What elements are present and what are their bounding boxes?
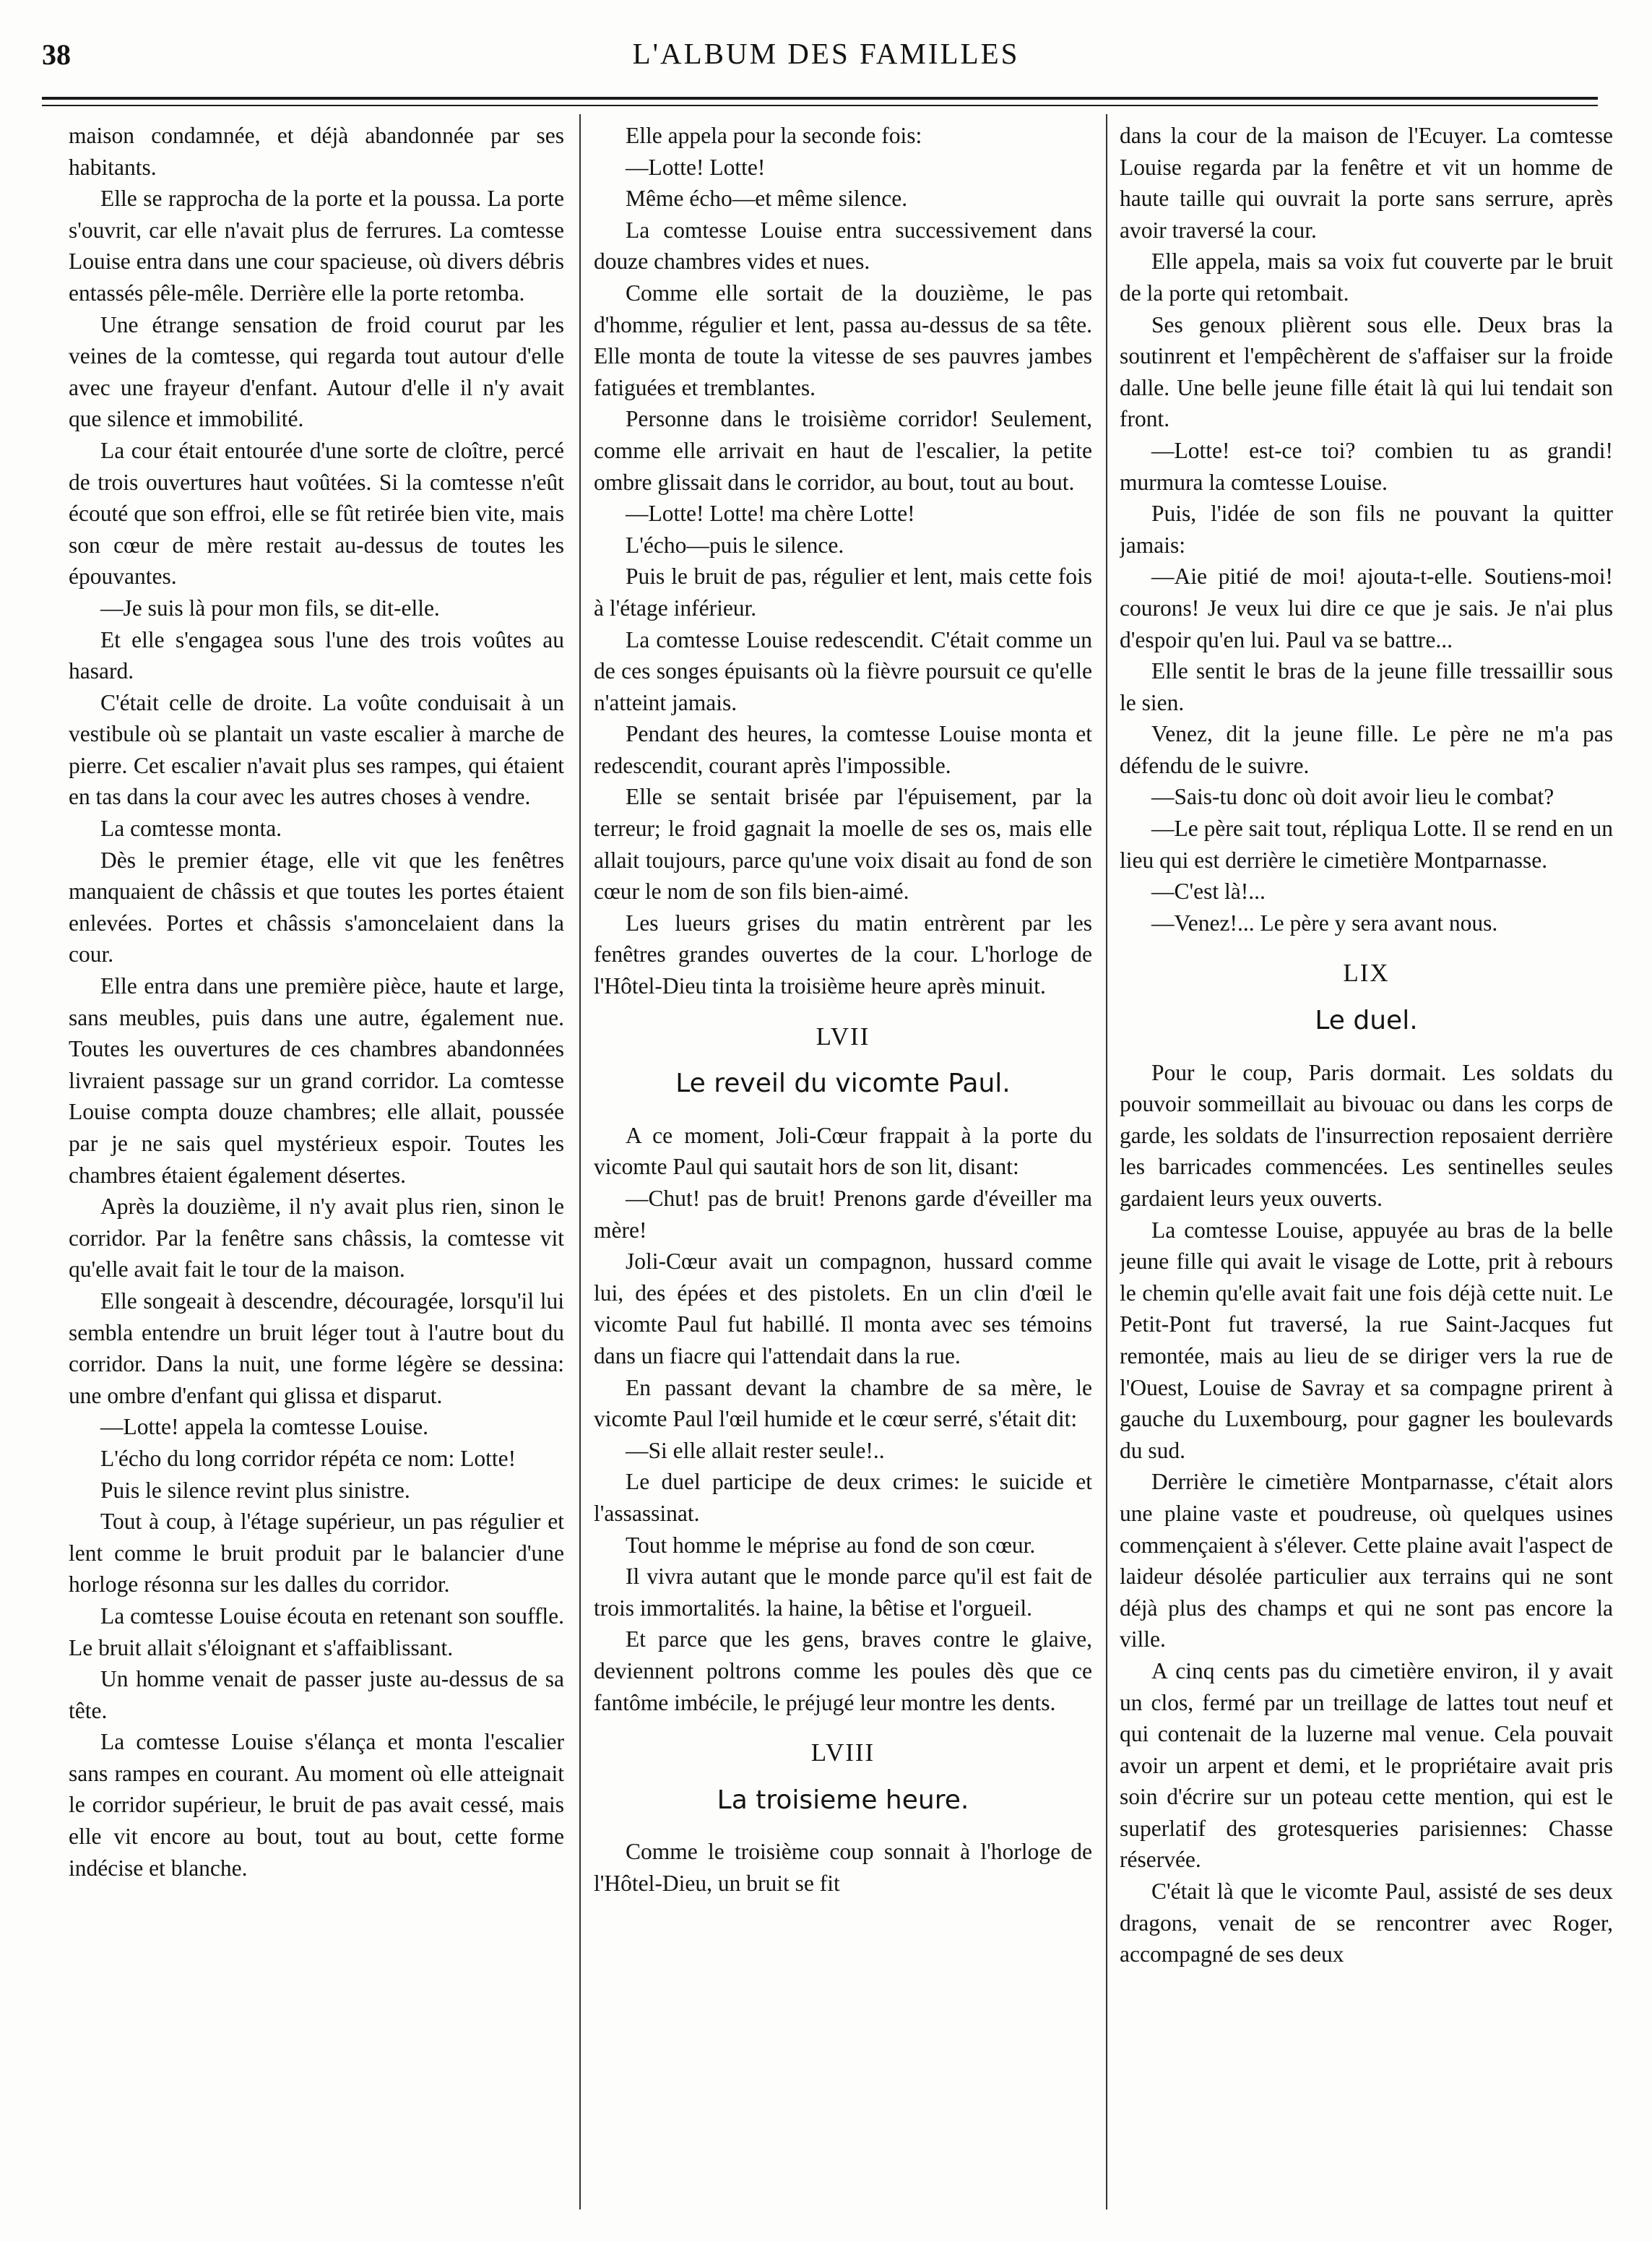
paragraph: Une étrange sensation de froid courut par les veines de la comtesse, qui regarda tout autour d'elle avec une frayeur d'enfant. Autour d'elle il n'y avait que silence et immobilité.	[69, 311, 564, 432]
paragraph: —C'est là!...	[1151, 879, 1266, 905]
paragraph: La cour était entourée d'une sorte de cloître, percé de trois ouvertures haut voûtées. Si la comtesse n'eût écouté que son effroi, elle se fût retirée bien vite, mais son cœur de mère restait au-dessus de toutes les épouvantes.	[69, 437, 564, 590]
paragraph: La comtesse monta.	[100, 816, 282, 842]
paragraph: Comme elle sortait de la douzième, le pas d'homme, régulier et lent, passa au-dessus de sa tête. Elle monta de toute la vitesse de ses pauvres jambes fatiguées et tremblantes.	[594, 280, 1092, 400]
paragraph: Derrière le cimetière Montparnasse, c'était alors une plaine vaste et poudreuse, où quelques usines commençaient à s'élever. Cette plaine avait l'aspect de laideur désolée particulier aux terrains qui ne sont déjà plus des champs et qui ne sont pas encore la ville.	[1120, 1469, 1613, 1652]
paragraph: Puis le silence revint plus sinistre.	[100, 1477, 410, 1503]
paragraph: La comtesse Louise s'élança et monta l'escalier sans rampes en courant. Au moment où elle atteignait le corridor supérieur, le bruit de pas avait cessé, mais elle vit encore au bout, tout au bout, cette forme indécise et blanche.	[69, 1729, 564, 1881]
paragraph: Elle se sentait brisée par l'épuisement, par la terreur; le froid gagnait la moelle de ses os, mais elle allait toujours, parce qu'une voix disait au fond de son cœur le nom de son fils bien-aimé.	[594, 784, 1092, 905]
chapter-title: Le reveil du vicomte Paul.	[675, 1069, 1011, 1099]
paragraph: —Lotte! est-ce toi? combien tu as grandi! murmura la comtesse Louise.	[1120, 437, 1613, 495]
paragraph: —Lotte! appela la comtesse Louise.	[100, 1414, 428, 1440]
paragraph: dans la cour de la maison de l'Ecuyer. La comtesse Louise regarda par la fenêtre et vit un homme de haute taille qui ouvrait la porte sans serrure, après avoir traversé la cour.	[1120, 123, 1613, 243]
paragraph: Pour le coup, Paris dormait. Les soldats du pouvoir sommeillait au bivouac ou dans les corps de garde, les soldats de l'insurrection reposaient derrière les barricades commencées. Les sentinelles seules gardaient leurs yeux ouverts.	[1120, 1059, 1613, 1211]
paragraph: Dès le premier étage, elle vit que les fenêtres manquaient de châssis et que toutes les portes étaient enlevées. Portes et châssis s'amoncelaient dans la cour.	[69, 847, 564, 967]
header-rule	[42, 97, 1598, 100]
paragraph: Elle se rapprocha de la porte et la poussa. La porte s'ouvrit, car elle n'avait plus de ferrures. La comtesse Louise entra dans une cour spacieuse, où divers débris entassés pêle-mêle. Derrière elle la porte retomba.	[69, 186, 564, 306]
paragraph: —Lotte! Lotte! ma chère Lotte!	[626, 501, 915, 527]
paragraph: Elle songeait à descendre, découragée, lorsqu'il lui sembla entendre un bruit léger tout à l'autre bout du corridor. Dans la nuit, une forme légère se dessina: une ombre d'enfant qui glissa et disparut.	[69, 1288, 564, 1408]
paragraph: C'était celle de droite. La voûte conduisait à un vestibule où se plantait un vaste escalier à marche de pierre. Cet escalier n'avait plus ses rampes, qui étaient en tas dans la cour avec les autres choses à vendre.	[69, 689, 564, 810]
paragraph: Le duel participe de deux crimes: le suicide et l'assassinat.	[594, 1469, 1092, 1526]
paragraph: —Chut! pas de bruit! Prenons garde d'éveiller ma mère!	[594, 1186, 1092, 1243]
page-number: 38	[42, 38, 71, 71]
paragraph: Même écho—et même silence.	[626, 186, 908, 212]
text-column-3	[1120, 120, 1613, 2208]
paragraph: L'écho—puis le silence.	[626, 532, 844, 558]
paragraph: La comtesse Louise, appuyée au bras de la belle jeune fille qui avait le visage de Lotte, prit à rebours le chemin qu'elle avait fait une fois déjà cette nuit. Le Petit-Pont fut traversé, la rue Saint-Jacques fut remontée, mais au lieu de se diriger vers la rue de l'Ouest, Louise de Savray et sa compagne prirent à gauche du Luxembourg, pour gagner les boulevards du sud.	[1120, 1217, 1613, 1463]
paragraph: —Si elle allait rester seule!..	[626, 1437, 885, 1463]
paragraph: Tout à coup, à l'étage supérieur, un pas régulier et lent comme le bruit produit par le balancier d'une horloge résonna sur les dalles du corridor.	[69, 1509, 564, 1598]
paragraph: Après la douzième, il n'y avait plus rien, sinon le corridor. Par la fenêtre sans châssis, la comtesse vit qu'elle avait fait le tour de la maison.	[69, 1194, 564, 1282]
paragraph: En passant devant la chambre de sa mère, le vicomte Paul l'œil humide et le cœur serré, s'était dit:	[594, 1374, 1092, 1432]
paragraph: Un homme venait de passer juste au-dessus de sa tête.	[69, 1666, 564, 1723]
paragraph: L'écho du long corridor répéta ce nom: Lotte!	[100, 1445, 516, 1471]
paragraph: maison condamnée, et déjà abandonnée par ses habitants.	[69, 123, 564, 180]
paragraph: Ses genoux plièrent sous elle. Deux bras la soutinrent et l'empêchèrent de s'affaiser sur la froide dalle. Une belle jeune fille était là qui lui tendait son front.	[1120, 311, 1613, 432]
paragraph: —Aie pitié de moi! ajouta-t-elle. Soutiens-moi! courons! Je veux lui dire ce que je sais. Je n'ai plus d'espoir qu'en lui. Paul va se battre...	[1120, 564, 1613, 652]
paragraph: —Lotte! Lotte!	[626, 154, 766, 180]
paragraph: Et parce que les gens, braves contre le glaive, deviennent poltrons comme les poules dès que ce fantôme imbécile, le préjugé leur montre les dents.	[594, 1626, 1092, 1715]
chapter-number: LIX	[1343, 959, 1390, 988]
paragraph: Puis, l'idée de son fils ne pouvant la quitter jamais:	[1120, 501, 1613, 558]
paragraph: —Sais-tu donc où doit avoir lieu le combat?	[1151, 784, 1554, 810]
column-divider	[1106, 114, 1107, 2209]
chapter-number: LVIII	[810, 1738, 875, 1767]
paragraph: Elle appela, mais sa voix fut couverte par le bruit de la porte qui retombait.	[1120, 249, 1613, 306]
paragraph: La comtesse Louise écouta en retenant son souffle. Le bruit allait s'éloignant et s'affaiblissant.	[69, 1603, 564, 1660]
chapter-title: Le duel.	[1315, 1006, 1418, 1036]
running-head: L'ALBUM DES FAMILLES	[632, 37, 1020, 70]
paragraph: Joli-Cœur avait un compagnon, hussard comme lui, des épées et des pistolets. En un clin d'œil le vicomte Paul fut habillé. Il monta avec ses témoins dans un fiacre qui l'attendait dans la rue.	[594, 1249, 1092, 1368]
paragraph: A cinq cents pas du cimetière environ, il y avait un clos, fermé par un treillage de lattes tout neuf et qui contenait de la luzerne mal venue. Cela pouvait avoir un arpent et demi, et le propriétaire avait pris soin d'écrire sur un poteau cette mention, qui est le superlatif des grotesqueries parisiennes: Chasse réservée.	[1120, 1657, 1613, 1873]
paragraph: Tout homme le méprise au fond de son cœur.	[626, 1532, 1036, 1558]
column-divider	[579, 114, 581, 2209]
paragraph: Et elle s'engagea sous l'une des trois voûtes au hasard.	[69, 626, 564, 684]
paragraph: —Je suis là pour mon fils, se dit-elle.	[100, 595, 440, 621]
paragraph: —Le père sait tout, répliqua Lotte. Il se rend en un lieu qui est derrière le cimetière Montparnasse.	[1120, 816, 1613, 873]
paragraph: Elle sentit le bras de la jeune fille tressaillir sous le sien.	[1120, 658, 1613, 715]
paragraph: Venez, dit la jeune fille. Le père ne m'a pas défendu de le suivre.	[1120, 721, 1613, 778]
paragraph: La comtesse Louise entra successivement dans douze chambres vides et nues.	[594, 217, 1092, 275]
paragraph: La comtesse Louise redescendit. C'était comme un de ces songes épuisants où la fièvre poursuit ce qu'elle n'atteint jamais.	[594, 626, 1092, 715]
text-column-1	[69, 120, 564, 2208]
paragraph: Les lueurs grises du matin entrèrent par les fenêtres grandes ouvertes de la cour. L'horloge de l'Hôtel-Dieu tinta la troisième heure après minuit.	[594, 910, 1092, 999]
paragraph: Puis le bruit de pas, régulier et lent, mais cette fois à l'étage inférieur.	[594, 564, 1092, 621]
paragraph: Comme le troisième coup sonnait à l'horloge de l'Hôtel-Dieu, un bruit se fit	[594, 1839, 1092, 1896]
paragraph: Elle entra dans une première pièce, haute et large, sans meubles, puis dans une autre, également nue. Toutes les ouvertures de ces chambres abandonnées livraient passage sur un grand corridor. La comtesse Louise compta douze chambres; elle allait, poussée par je ne sais quel mystérieux espoir. Toutes les chambres étaient également désertes.	[69, 973, 564, 1188]
paragraph: Elle appela pour la seconde fois:	[626, 123, 922, 148]
paragraph: Il vivra autant que le monde parce qu'il est fait de trois immortalités. la haine, la bêtise et l'orgueil.	[594, 1564, 1092, 1621]
chapter-number: LVII	[816, 1022, 870, 1051]
text-column-2	[594, 120, 1092, 2208]
header-rule-thin	[42, 105, 1598, 106]
chapter-title: La troisieme heure.	[717, 1785, 969, 1815]
paragraph: —Venez!... Le père y sera avant nous.	[1151, 910, 1498, 936]
paragraph: Personne dans le troisième corridor! Seulement, comme elle arrivait en haut de l'escalier, la petite ombre glissait dans le corridor, au bout, tout au bout.	[594, 406, 1092, 495]
paragraph: C'était là que le vicomte Paul, assisté de ses deux dragons, venait de se rencontrer avec Roger, accompagné de ses deux	[1120, 1879, 1613, 1967]
paragraph: Pendant des heures, la comtesse Louise monta et redescendit, courant après l'impossible.	[594, 721, 1092, 778]
paragraph: A ce moment, Joli-Cœur frappait à la porte du vicomte Paul qui sautait hors de son lit, disant:	[594, 1122, 1092, 1180]
